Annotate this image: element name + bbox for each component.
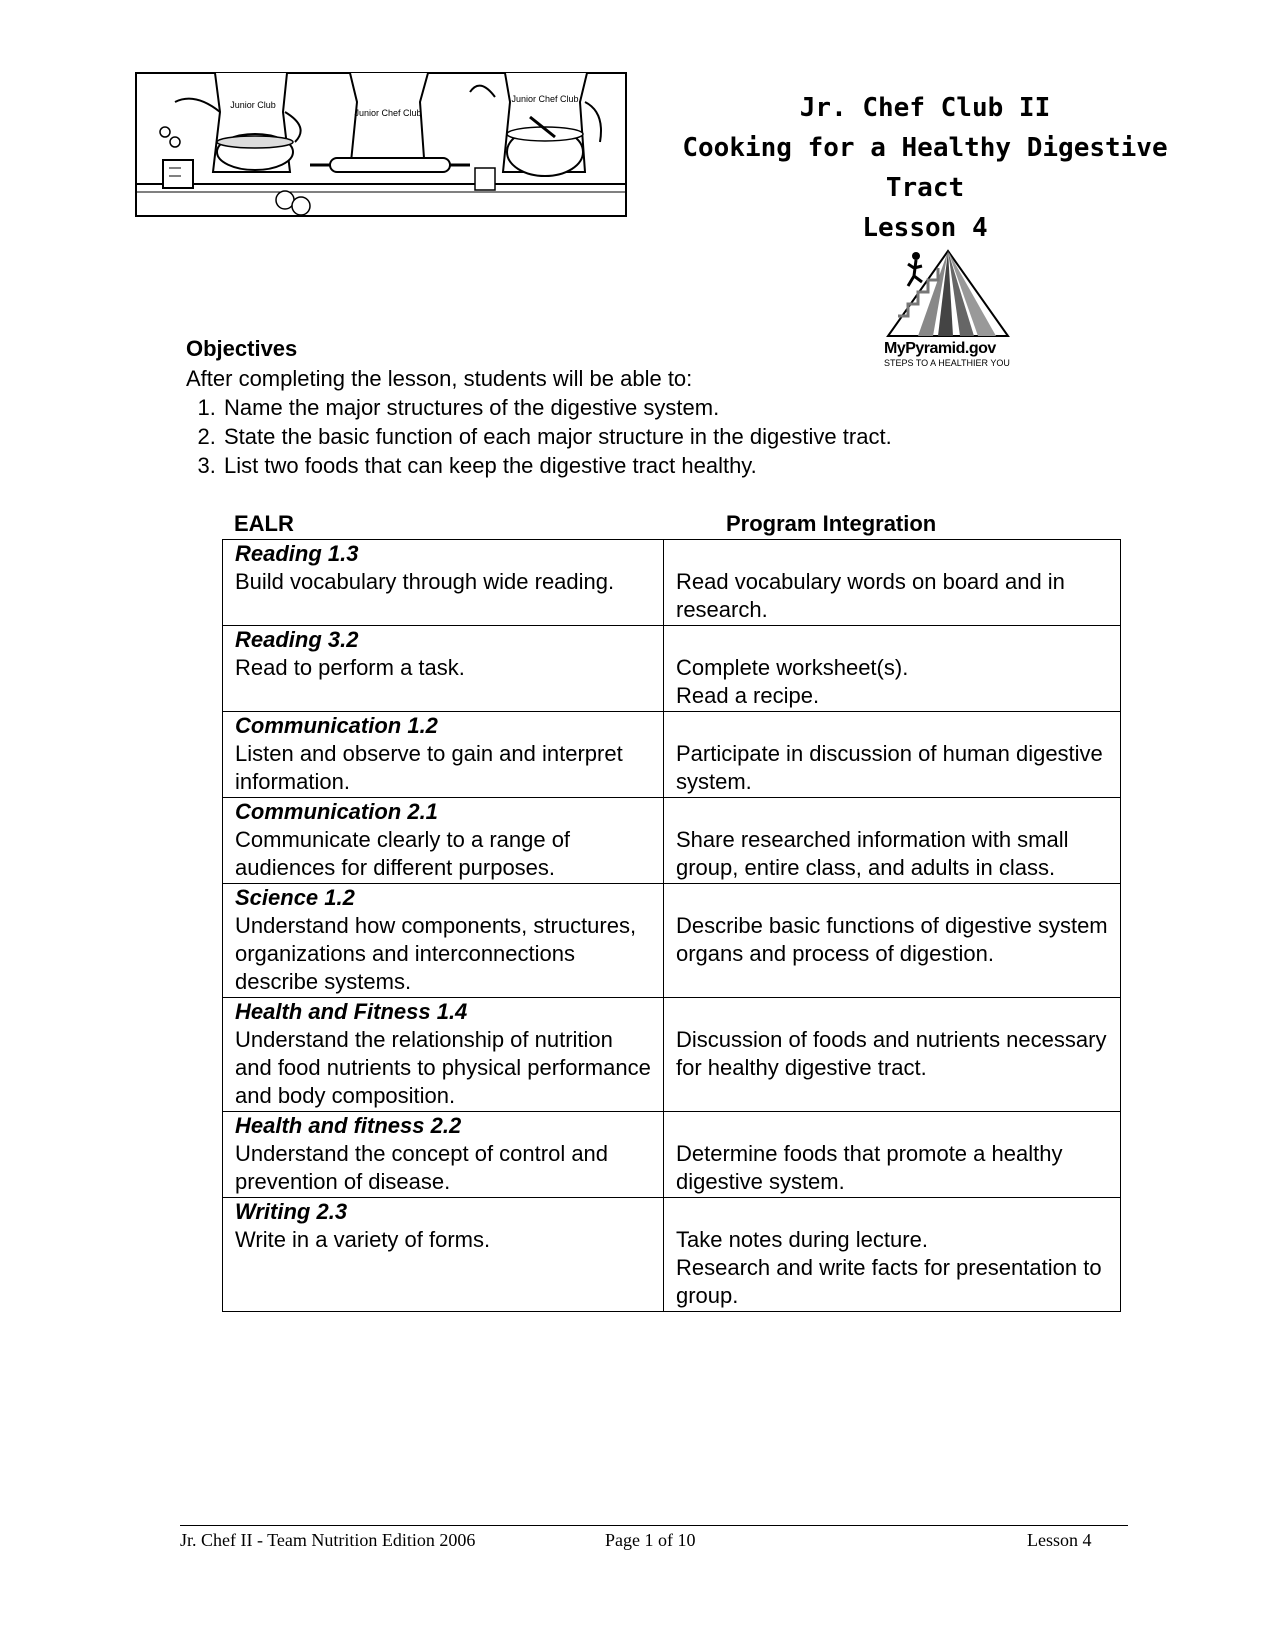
ealr-cell (223, 540, 664, 626)
footer-page-number: Page 1 of 10 (605, 1530, 696, 1550)
table-row (223, 998, 1121, 1112)
integration-text: Determine foods that promote a healthy digestive system. (676, 1141, 1063, 1194)
integration-text: Read vocabulary words on board and in research. (676, 569, 1065, 622)
program-integration-column-header: Program Integration (726, 511, 937, 536)
integration-cell (664, 1198, 1121, 1312)
table-row (223, 626, 1121, 712)
standard-description: Listen and observe to gain and interpret information. (235, 741, 623, 794)
standard-description: Build vocabulary through wide reading. (235, 569, 615, 594)
standard-label: Reading 3.2 (235, 627, 359, 652)
table-row (223, 884, 1121, 998)
logo-name: MyPyramid.gov (884, 340, 996, 357)
integration-cell (664, 798, 1121, 884)
table-row (223, 712, 1121, 798)
objective-item: 2. State the basic function of each major structure in the digestive tract. (222, 422, 1086, 451)
ealr-cell (223, 884, 664, 998)
standard-label: Writing 2.3 (235, 1199, 348, 1224)
integration-cell (664, 712, 1121, 798)
integration-text: Take notes during lecture. Research and write facts for presentation to group. (676, 1227, 1102, 1308)
objective-item: 3. List two foods that can keep the digestive tract healthy. (222, 451, 1086, 480)
footer-lesson: Lesson 4 (1027, 1530, 1092, 1550)
standard-label: Reading 1.3 (235, 541, 359, 566)
integration-cell (664, 540, 1121, 626)
integration-text: Participate in discussion of human digestive system. (676, 741, 1103, 794)
title-line-3: Lesson 4 (862, 213, 988, 243)
standard-label: Health and Fitness 1.4 (235, 999, 468, 1024)
footer-edition: Jr. Chef II - Team Nutrition Edition 2006 (180, 1530, 476, 1550)
logo-tagline: STEPS TO A HEALTHIER YOU (884, 358, 1010, 368)
apron-label-1: Junior Club (230, 100, 276, 110)
ealr-cell (223, 798, 664, 884)
ealr-cell (223, 1198, 664, 1312)
ealr-cell (223, 626, 664, 712)
integration-text: Complete worksheet(s). Read a recipe. (676, 655, 909, 708)
integration-cell (664, 884, 1121, 998)
standard-label: Communication 2.1 (235, 799, 438, 824)
standard-description: Write in a variety of forms. (235, 1227, 491, 1252)
ealr-column-header: EALR (234, 511, 294, 536)
ealr-cell (223, 998, 664, 1112)
table-header (222, 511, 1122, 537)
apron-label-2: Junior Chef Club (354, 108, 422, 118)
standard-description: Communicate clearly to a range of audiences for different purposes. (235, 827, 571, 880)
objectives-intro: After completing the lesson, students will be able to: (186, 366, 693, 391)
standard-label: Science 1.2 (235, 885, 355, 910)
title-line-1: Jr. Chef Club II (799, 93, 1051, 123)
standard-description: Understand how components, structures, organizations and interconnections describe systems. (235, 913, 637, 994)
objectives-section (186, 334, 1086, 480)
ealr-cell (223, 1112, 664, 1198)
table-row (223, 1198, 1121, 1312)
integration-text: Discussion of foods and nutrients necessary for healthy digestive tract. (676, 1027, 1107, 1080)
standard-description: Read to perform a task. (235, 655, 465, 680)
objective-item: 1. Name the major structures of the digestive system. (222, 393, 1086, 422)
footer-divider (180, 1525, 1128, 1526)
apron-label-3: Junior Chef Club (511, 94, 579, 104)
table-row (223, 540, 1121, 626)
integration-text: Describe basic functions of digestive system organs and process of digestion. (676, 913, 1108, 966)
integration-text: Share researched information with small group, entire class, and adults in class. (676, 827, 1069, 880)
standard-label: Communication 1.2 (235, 713, 438, 738)
ealr-table (222, 539, 1121, 1312)
objectives-heading: Objectives (186, 336, 298, 361)
objectives-list (186, 393, 1086, 480)
lesson-title (650, 88, 1200, 248)
title-line-2: Cooking for a Healthy Digestive Tract (682, 133, 1168, 203)
standard-description: Understand the relationship of nutrition and food nutrients to physical performance and body composition. (235, 1027, 651, 1108)
integration-cell (664, 998, 1121, 1112)
standard-label: Health and fitness 2.2 (235, 1113, 462, 1138)
integration-cell (664, 626, 1121, 712)
standard-description: Understand the concept of control and prevention of disease. (235, 1141, 609, 1194)
integration-cell (664, 1112, 1121, 1198)
junior-chef-club-illustration (135, 72, 627, 222)
table-row (223, 798, 1121, 884)
table-row (223, 1112, 1121, 1198)
ealr-cell (223, 712, 664, 798)
